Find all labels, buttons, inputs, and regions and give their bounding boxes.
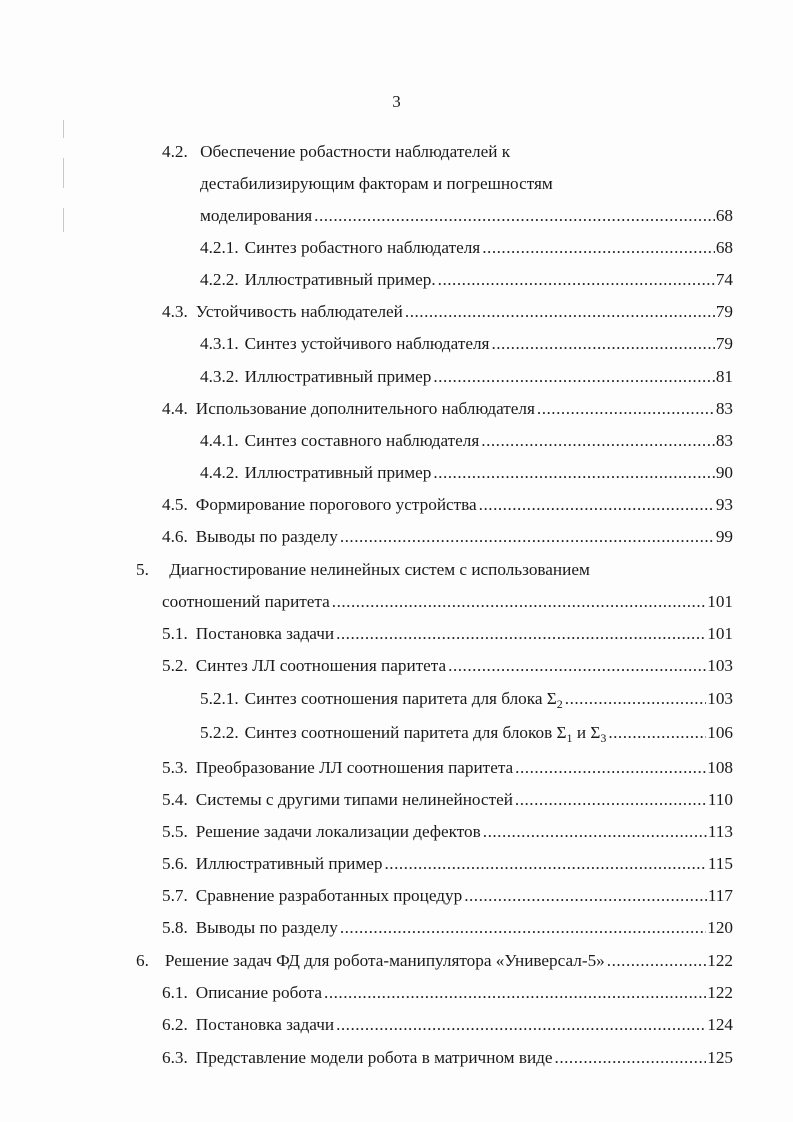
dot-leader [482, 237, 715, 259]
toc-entry-5-line1 [136, 559, 756, 581]
toc-page-number: 103 [707, 689, 733, 708]
dot-leader [464, 885, 707, 907]
dot-leader [324, 982, 706, 1004]
toc-entry-title: Иллюстративный пример [244, 367, 432, 386]
toc-entry-6 [136, 950, 733, 972]
toc-entry-4-3-2 [200, 366, 733, 388]
toc-page-number: 110 [707, 790, 733, 809]
dot-leader [565, 688, 706, 710]
toc-page-number: 122 [707, 983, 733, 1002]
dot-leader [336, 623, 706, 645]
dot-leader [479, 494, 715, 516]
toc-entry-number: 6.3. [162, 1048, 188, 1067]
dot-leader [340, 917, 706, 939]
toc-entry-title: Описание робота [195, 983, 323, 1002]
toc-page-number: 101 [707, 592, 733, 611]
toc-entry-number: 5.6. [162, 854, 188, 873]
toc-entry-5-5 [162, 821, 733, 843]
toc-entry-4-6 [162, 526, 733, 548]
toc-page-number: 122 [707, 951, 733, 970]
toc-page-number: 93 [715, 495, 733, 514]
toc-page-number: 108 [707, 758, 733, 777]
toc-entry-title-text: Синтез соотношений паритета для блоков Σ [244, 723, 567, 742]
toc-entry-number: 5.3. [162, 758, 188, 777]
subscript: 1 [566, 731, 573, 745]
toc-entry-number: 5.1. [162, 624, 188, 643]
toc-page-number: 103 [707, 656, 733, 675]
dot-leader [314, 205, 715, 227]
dot-leader [336, 1014, 706, 1036]
toc-entry-title: Системы с другими типами нелинейностей [195, 790, 513, 809]
toc-page-number: 74 [715, 270, 733, 289]
toc-entry-number: 4.4. [162, 399, 188, 418]
toc-entry-title-text: Синтез соотношения паритета для блока Σ [244, 689, 557, 708]
toc-entry-number: 5.4. [162, 790, 188, 809]
toc-entry-4-4-2 [200, 462, 733, 484]
toc-entry-title: Представление модели робота в матричном виде [195, 1048, 553, 1067]
toc-entry-number: 4.2. [162, 142, 188, 161]
dot-leader [405, 301, 715, 323]
toc-page-number: 68 [715, 206, 733, 225]
toc-entry-number: 4.2.2. [200, 270, 239, 289]
toc-entry-title-text: и Σ [572, 723, 601, 742]
toc-entry-5-2 [162, 655, 733, 677]
dot-leader [607, 950, 706, 972]
toc-entry-4-3 [162, 301, 733, 323]
toc-entry-title: моделирования [200, 206, 313, 225]
toc-page-number: 83 [715, 431, 733, 450]
toc-entry-5-2-2 [200, 722, 733, 744]
toc-entry-title: Иллюстративный пример [244, 463, 432, 482]
subscript: 2 [556, 697, 563, 711]
toc-entry-6-3 [162, 1047, 733, 1069]
toc-entry-number: 4.5. [162, 495, 188, 514]
toc-entry-6-2 [162, 1014, 733, 1036]
toc-entry-5 [162, 591, 733, 613]
toc-entry-title-line2: дестабилизирующим факторам и погрешностям [200, 174, 553, 193]
toc-page-number: 120 [707, 918, 733, 937]
toc-page-number: 68 [715, 238, 733, 257]
dot-leader [515, 757, 706, 779]
toc-entry-title: Формирование порогового устройства [195, 495, 477, 514]
dot-leader [438, 269, 715, 291]
toc-entry-title: Синтез составного наблюдателя [244, 431, 480, 450]
toc-page-number: 83 [715, 399, 733, 418]
toc-entry-title [245, 722, 607, 744]
toc-entry-4-2-1 [200, 237, 733, 259]
toc-entry-4-4-1 [200, 430, 733, 452]
toc-entry-number: 5.2.2. [200, 723, 239, 742]
toc-entry-number: 6.2. [162, 1015, 188, 1034]
toc-page-number: 81 [715, 367, 733, 386]
toc-entry-title: Иллюстративный пример. [244, 270, 436, 289]
toc-page-number: 101 [707, 624, 733, 643]
toc-entry-title [245, 688, 563, 710]
toc-entry-5-7 [162, 885, 733, 907]
toc-page-number: 125 [707, 1048, 733, 1067]
toc-entry-4-2-line1 [162, 141, 762, 163]
toc-entry-number: 5.7. [162, 886, 188, 905]
toc-entry-number: 4.4.2. [200, 463, 239, 482]
toc-entry-number: 5.8. [162, 918, 188, 937]
toc-entry-number: 6. [136, 951, 149, 970]
page-number: 3 [392, 92, 401, 111]
toc-entry-number: 4.3.1. [200, 334, 239, 353]
dot-leader [608, 722, 706, 744]
toc-entry-number: 4.4.1. [200, 431, 239, 450]
toc-entry-number: 5.5. [162, 822, 188, 841]
dot-leader [332, 591, 706, 613]
toc-page-number: 79 [715, 334, 733, 353]
dot-leader [481, 430, 715, 452]
dot-leader [433, 366, 714, 388]
toc-entry-5-8 [162, 917, 733, 939]
toc-entry-number: 4.2.1. [200, 238, 239, 257]
toc-page-number: 90 [715, 463, 733, 482]
toc-entry-title: Иллюстративный пример [195, 854, 383, 873]
toc-entry-title: соотношений паритета [162, 592, 330, 611]
toc-entry-number: 5.2.1. [200, 689, 239, 708]
toc-entry-number: 4.3. [162, 302, 188, 321]
toc-entry-5-2-1 [200, 688, 733, 710]
dot-leader [340, 526, 715, 548]
dot-leader [491, 333, 714, 355]
toc-entry-5-4 [162, 789, 733, 811]
toc-entry-title: Выводы по разделу [195, 527, 338, 546]
toc-page-number: 99 [715, 527, 733, 546]
toc-entry-title: Синтез устойчивого наблюдателя [244, 334, 490, 353]
toc-entry-4-2 [200, 205, 733, 227]
toc-entry-4-4 [162, 398, 733, 420]
dot-leader [515, 789, 707, 811]
toc-page-number: 106 [707, 723, 733, 742]
toc-entry-title: Постановка задачи [195, 624, 335, 643]
toc-page-number: 124 [707, 1015, 733, 1034]
toc-entry-title: Решение задачи локализации дефектов [195, 822, 481, 841]
toc-page-number: 115 [707, 854, 733, 873]
dot-leader [555, 1047, 707, 1069]
dot-leader [433, 462, 714, 484]
toc-entry-title: Выводы по разделу [195, 918, 338, 937]
toc-entry-4-2-line2 [200, 173, 760, 195]
toc-entry-title: Использование дополнительного наблюдателя [195, 399, 535, 418]
toc-entry-title-line1: Диагностирование нелинейных систем с использованием [169, 560, 590, 579]
toc-entry-5-3 [162, 757, 733, 779]
toc-page-number: 79 [715, 302, 733, 321]
dot-leader [483, 821, 707, 843]
subscript: 3 [600, 731, 607, 745]
toc-entry-title: Устойчивость наблюдателей [195, 302, 403, 321]
toc-entry-title: Преобразование ЛЛ соотношения паритета [195, 758, 514, 777]
toc-entry-6-1 [162, 982, 733, 1004]
dot-leader [537, 398, 715, 420]
toc-entry-number: 5.2. [162, 656, 188, 675]
toc-entry-number: 5. [136, 560, 149, 579]
toc-entry-title: Сравнение разработанных процедур [195, 886, 463, 905]
toc-entry-title: Постановка задачи [195, 1015, 335, 1034]
toc-entry-number: 6.1. [162, 983, 188, 1002]
dot-leader [448, 655, 706, 677]
toc-entry-4-3-1 [200, 333, 733, 355]
toc-entry-4-2-2 [200, 269, 733, 291]
toc-page-number: 113 [707, 822, 733, 841]
toc-entry-title: Синтез ЛЛ соотношения паритета [195, 656, 447, 675]
toc-entry-title: Синтез робастного наблюдателя [244, 238, 481, 257]
toc-entry-number: 4.3.2. [200, 367, 239, 386]
toc-entry-5-1 [162, 623, 733, 645]
toc-entry-number: 4.6. [162, 527, 188, 546]
dot-leader [384, 853, 706, 875]
toc-page-number: 117 [707, 886, 733, 905]
toc-entry-5-6 [162, 853, 733, 875]
toc-entry-4-5 [162, 494, 733, 516]
toc-entry-title: Решение задач ФД для робота-манипулятора «Универсал-5» [164, 951, 605, 970]
toc-entry-title-line1: Обеспечение робастности наблюдателей к [200, 142, 511, 161]
